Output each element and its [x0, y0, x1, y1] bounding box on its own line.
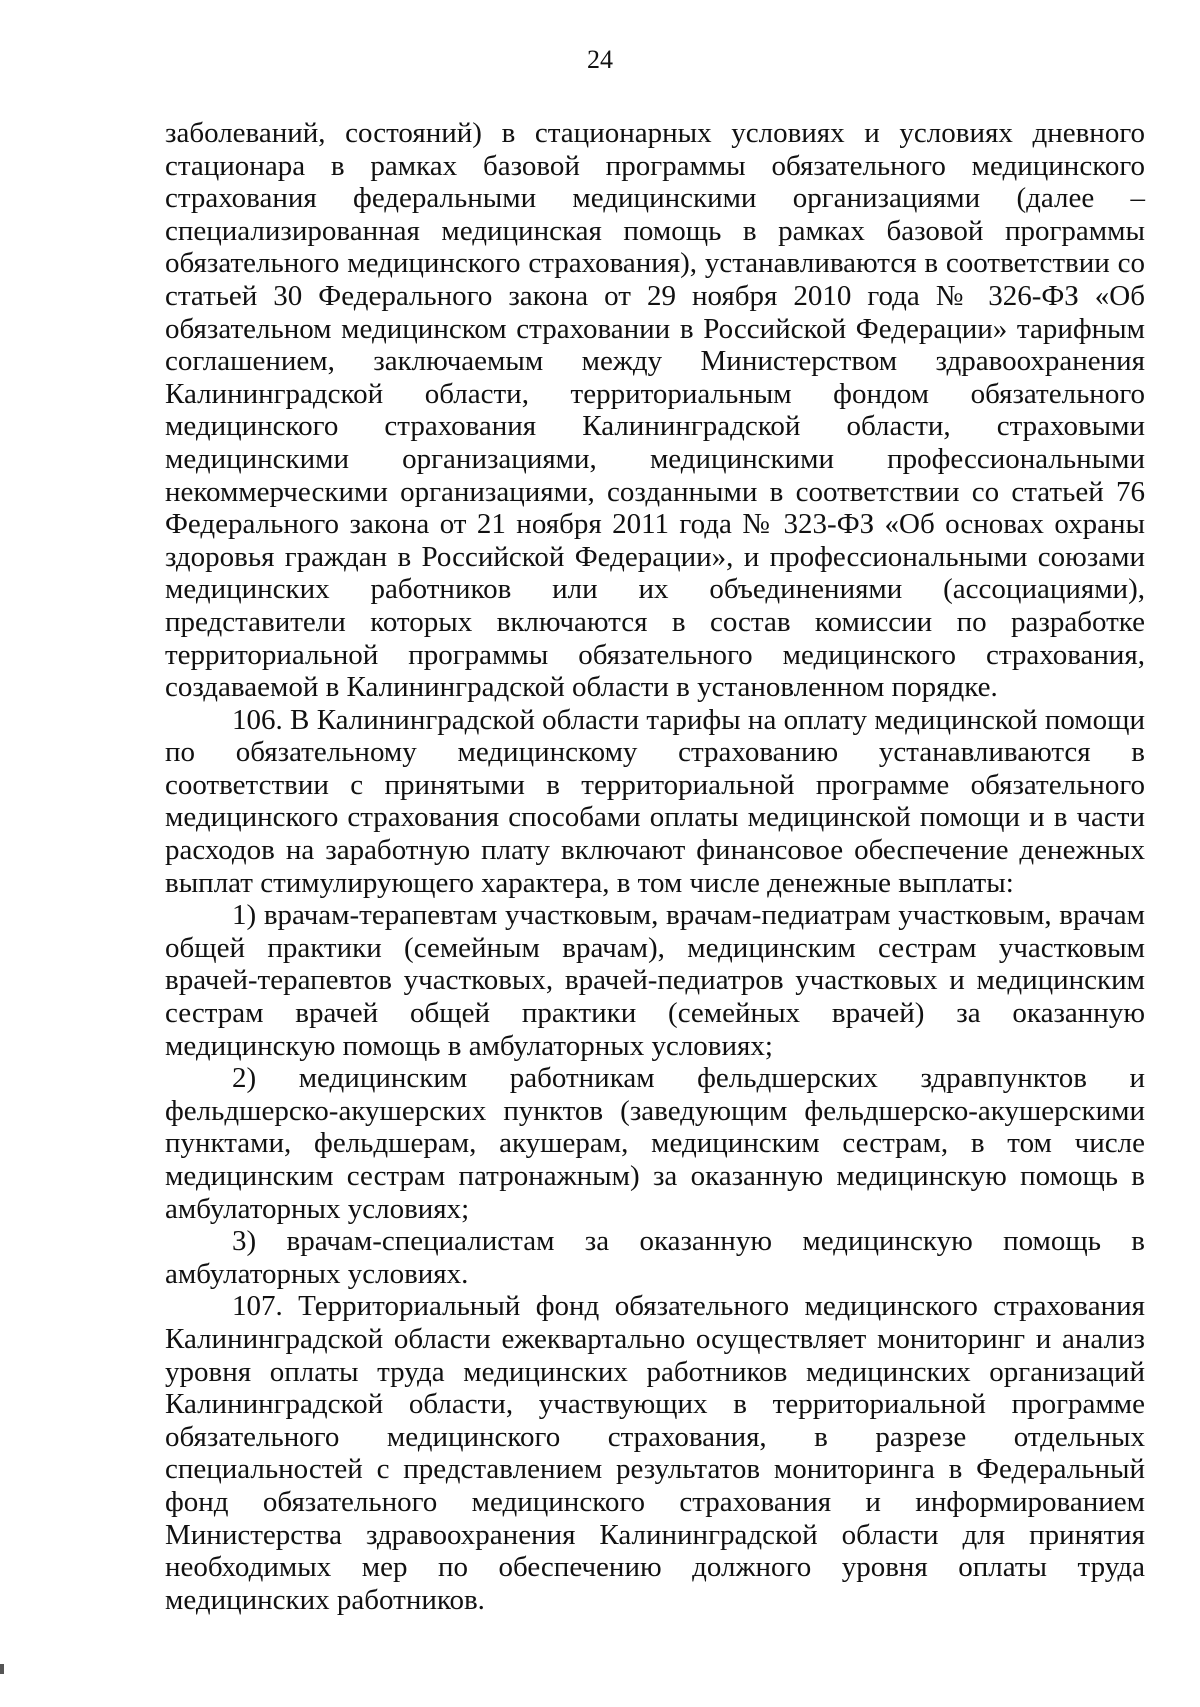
page-number: 24	[587, 45, 613, 74]
scan-edge-mark	[0, 1664, 4, 1674]
list-item-106-3: 3) врачам-специалистам за оказанную медицинскую помощь в амбулаторных условиях.	[165, 1225, 1145, 1290]
paragraph-item-106: 106. В Калининградской области тарифы на оплату медицинской помощи по обязательному медицинскому страхованию устанавливаются в соответствии с принятыми в территориальной программе обязательного медицинского страхования способами оплаты медицинской помощи и в части расходов на заработную плату включают финансовое обеспечение денежных выплат стимулирующего характера, в том числе денежные выплаты:	[165, 703, 1145, 899]
list-item-106-2: 2) медицинским работникам фельдшерских здравпунктов и фельдшерско-акушерских пунктов (заведующим фельдшерско-акушерскими пунктами, фельдшерам, акушерам, медицинским сестрам, в том числе медицинским сестрам патронажным) за оказанную медицинскую помощь в амбулаторных условиях;	[165, 1062, 1145, 1225]
list-item-106-1: 1) врачам-терапевтам участковым, врачам-педиатрам участковым, врачам общей практики (семейным врачам), медицинским сестрам участковым врачей-терапевтов участковых, врачей-педиатров участковых и медицинским сестрам врачей общей практики (семейных врачей) за оказанную медицинскую помощь в амбулаторных условиях;	[165, 899, 1145, 1062]
paragraph-continuation: заболеваний, состояний) в стационарных условиях и условиях дневного стационара в рамках базовой программы обязательного медицинского страхования федеральными медицинскими организациями (далее – специализированная медицинская помощь в рамках базовой программы обязательного медицинского страхования), устанавливаются в соответствии со статьей 30 Федерального закона от 29 ноября 2010 года № 326-ФЗ «Об обязательном медицинском страховании в Российской Федерации» тарифным соглашением, заключаемым между Министерством здравоохранения Калининградской области, территориальным фондом обязательного медицинского страхования Калининградской области, страховыми медицинскими организациями, медицинскими профессиональными некоммерческими организациями, созданными в соответствии со статьей 76 Федерального закона от 21 ноября 2011 года № 323-ФЗ «Об основах охраны здоровья граждан в Российской Федерации», и профессиональными союзами медицинских работников или их объединениями (ассоциациями), представители которых включаются в состав комиссии по разработке территориальной программы обязательного медицинского страхования, создаваемой в Калининградской области в установленном порядке.	[165, 117, 1145, 704]
paragraph-item-107: 107. Территориальный фонд обязательного медицинского страхования Калининградской области ежеквартально осуществляет мониторинг и анализ уровня оплаты труда медицинских работников медицинских организаций Калининградской области, участвующих в территориальной программе обязательного медицинского страхования, в разрезе отдельных специальностей с представлением результатов мониторинга в Федеральный фонд обязательного медицинского страхования и информированием Министерства здравоохранения Калининградской области для принятия необходимых мер по обеспечению должного уровня оплаты труда медицинских работников.	[165, 1290, 1145, 1616]
document-body	[165, 117, 1145, 1616]
